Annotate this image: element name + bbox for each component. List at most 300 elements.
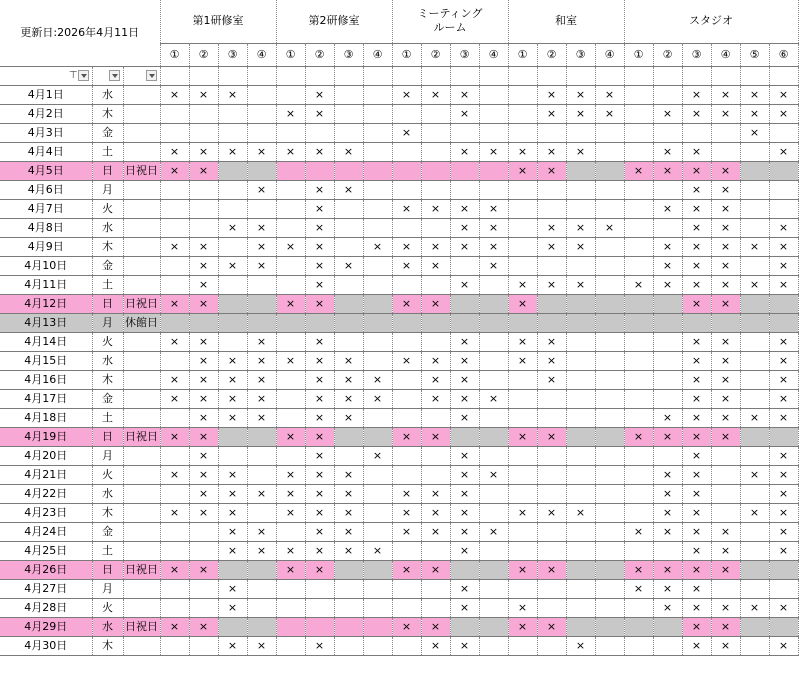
- weekday-cell[interactable]: 水: [92, 218, 123, 237]
- studio-slot-2-cell[interactable]: ×: [653, 408, 682, 427]
- room-2-slot-3-cell[interactable]: [334, 636, 363, 655]
- meeting-room-slot-4-cell[interactable]: ×: [479, 465, 508, 484]
- room-1-slot-3-cell[interactable]: ×: [218, 408, 247, 427]
- room-1-slot-3-cell[interactable]: ×: [218, 351, 247, 370]
- studio-slot-2-cell[interactable]: [653, 85, 682, 104]
- japanese-room-slot-4-cell[interactable]: ×: [595, 85, 624, 104]
- meeting-room-slot-2-cell[interactable]: [421, 408, 450, 427]
- room-2-slot-1-cell[interactable]: [276, 446, 305, 465]
- note-cell[interactable]: [123, 275, 160, 294]
- room-2-slot-4-cell[interactable]: [363, 579, 392, 598]
- room-1-slot-3-cell[interactable]: ×: [218, 541, 247, 560]
- room-2-slot-3-cell[interactable]: ×: [334, 351, 363, 370]
- meeting-room-slot-1-cell[interactable]: [392, 180, 421, 199]
- meeting-room-slot-3-cell[interactable]: ×: [450, 522, 479, 541]
- note-cell[interactable]: [123, 351, 160, 370]
- studio-slot-1-cell[interactable]: [624, 465, 653, 484]
- japanese-room-slot-3-cell[interactable]: [566, 427, 595, 446]
- room-2-slot-4-cell[interactable]: [363, 85, 392, 104]
- japanese-room-slot-1-cell[interactable]: [508, 579, 537, 598]
- japanese-room-slot-2-cell[interactable]: [537, 256, 566, 275]
- studio-slot-2-cell[interactable]: [653, 351, 682, 370]
- weekday-cell[interactable]: 月: [92, 446, 123, 465]
- studio-slot-4-cell[interactable]: ×: [711, 218, 740, 237]
- note-cell[interactable]: [123, 522, 160, 541]
- room-1-slot-2-cell[interactable]: ×: [189, 256, 218, 275]
- studio-slot-6-cell[interactable]: ×: [769, 332, 798, 351]
- studio-slot-3-cell[interactable]: ×: [682, 446, 711, 465]
- room-2-slot-3-cell[interactable]: ×: [334, 465, 363, 484]
- meeting-room-slot-2-cell[interactable]: [421, 541, 450, 560]
- japanese-room-slot-1-cell[interactable]: [508, 370, 537, 389]
- meeting-room-slot-2-cell[interactable]: ×: [421, 389, 450, 408]
- room-2-slot-4-cell[interactable]: ×: [363, 446, 392, 465]
- room-2-slot-1-cell[interactable]: [276, 256, 305, 275]
- japanese-room-slot-4-cell[interactable]: [595, 313, 624, 332]
- note-cell[interactable]: 休館日: [123, 313, 160, 332]
- note-cell[interactable]: [123, 465, 160, 484]
- weekday-cell[interactable]: 火: [92, 598, 123, 617]
- note-cell[interactable]: [123, 180, 160, 199]
- japanese-room-slot-4-cell[interactable]: [595, 503, 624, 522]
- room-2-slot-2-cell[interactable]: [305, 313, 334, 332]
- japanese-room-slot-1-cell[interactable]: ×: [508, 427, 537, 446]
- room-1-slot-1-cell[interactable]: [160, 313, 189, 332]
- meeting-room-slot-3-cell[interactable]: [450, 123, 479, 142]
- meeting-room-slot-2-cell[interactable]: ×: [421, 617, 450, 636]
- studio-slot-5-cell[interactable]: [740, 446, 769, 465]
- meeting-room-slot-1-cell[interactable]: [392, 218, 421, 237]
- japanese-room-slot-4-cell[interactable]: [595, 370, 624, 389]
- studio-slot-2-cell[interactable]: [653, 294, 682, 313]
- studio-slot-5-cell[interactable]: [740, 313, 769, 332]
- studio-slot-3-cell[interactable]: ×: [682, 636, 711, 655]
- room-1-slot-3-cell[interactable]: [218, 313, 247, 332]
- room-2-slot-4-cell[interactable]: [363, 199, 392, 218]
- studio-slot-5-cell[interactable]: [740, 522, 769, 541]
- room-1-slot-4-cell[interactable]: [247, 617, 276, 636]
- studio-slot-1-cell[interactable]: [624, 199, 653, 218]
- studio-slot-6-cell[interactable]: [769, 560, 798, 579]
- studio-slot-3-cell[interactable]: ×: [682, 142, 711, 161]
- room-1-slot-4-cell[interactable]: ×: [247, 237, 276, 256]
- japanese-room-slot-3-cell[interactable]: [566, 408, 595, 427]
- note-cell[interactable]: 日祝日: [123, 161, 160, 180]
- studio-slot-6-cell[interactable]: ×: [769, 598, 798, 617]
- japanese-room-slot-3-cell[interactable]: [566, 541, 595, 560]
- room-2-slot-4-cell[interactable]: [363, 104, 392, 123]
- room-1-slot-3-cell[interactable]: ×: [218, 598, 247, 617]
- studio-slot-4-cell[interactable]: ×: [711, 332, 740, 351]
- room-2-slot-4-cell[interactable]: [363, 522, 392, 541]
- weekday-cell[interactable]: 木: [92, 636, 123, 655]
- japanese-room-slot-1-cell[interactable]: ×: [508, 560, 537, 579]
- meeting-room-slot-2-cell[interactable]: ×: [421, 294, 450, 313]
- japanese-room-slot-2-cell[interactable]: [537, 465, 566, 484]
- date-cell[interactable]: 4月26日: [0, 560, 92, 579]
- room-1-slot-3-cell[interactable]: ×: [218, 256, 247, 275]
- room-2-slot-2-cell[interactable]: ×: [305, 560, 334, 579]
- studio-slot-1-cell[interactable]: ×: [624, 275, 653, 294]
- room-2-slot-2-cell[interactable]: ×: [305, 142, 334, 161]
- room-2-slot-2-cell[interactable]: [305, 123, 334, 142]
- room-2-slot-4-cell[interactable]: [363, 617, 392, 636]
- room-1-slot-2-cell[interactable]: [189, 313, 218, 332]
- meeting-room-slot-1-cell[interactable]: ×: [392, 85, 421, 104]
- japanese-room-slot-3-cell[interactable]: [566, 598, 595, 617]
- date-cell[interactable]: 4月11日: [0, 275, 92, 294]
- room-2-slot-4-cell[interactable]: [363, 161, 392, 180]
- room-2-slot-3-cell[interactable]: ×: [334, 522, 363, 541]
- weekday-cell[interactable]: 水: [92, 617, 123, 636]
- studio-slot-2-cell[interactable]: [653, 218, 682, 237]
- room-1-slot-3-cell[interactable]: ×: [218, 142, 247, 161]
- meeting-room-slot-3-cell[interactable]: ×: [450, 199, 479, 218]
- room-2-slot-1-cell[interactable]: ×: [276, 484, 305, 503]
- room-2-slot-1-cell[interactable]: ×: [276, 104, 305, 123]
- meeting-room-slot-1-cell[interactable]: ×: [392, 503, 421, 522]
- studio-slot-2-cell[interactable]: ×: [653, 579, 682, 598]
- studio-slot-5-cell[interactable]: [740, 351, 769, 370]
- studio-slot-2-cell[interactable]: ×: [653, 256, 682, 275]
- japanese-room-slot-1-cell[interactable]: ×: [508, 275, 537, 294]
- room-1-slot-4-cell[interactable]: ×: [247, 484, 276, 503]
- studio-slot-3-cell[interactable]: ×: [682, 465, 711, 484]
- room-2-slot-1-cell[interactable]: [276, 389, 305, 408]
- meeting-room-slot-2-cell[interactable]: [421, 161, 450, 180]
- room-2-slot-1-cell[interactable]: ×: [276, 560, 305, 579]
- room-2-slot-1-cell[interactable]: [276, 199, 305, 218]
- room-1-slot-1-cell[interactable]: [160, 541, 189, 560]
- meeting-room-slot-2-cell[interactable]: [421, 104, 450, 123]
- room-2-slot-2-cell[interactable]: ×: [305, 218, 334, 237]
- studio-slot-4-cell[interactable]: ×: [711, 199, 740, 218]
- studio-slot-3-cell[interactable]: ×: [682, 522, 711, 541]
- room-2-slot-2-cell[interactable]: ×: [305, 104, 334, 123]
- studio-slot-3-cell[interactable]: ×: [682, 560, 711, 579]
- room-2-slot-4-cell[interactable]: ×: [363, 541, 392, 560]
- studio-slot-5-cell[interactable]: [740, 636, 769, 655]
- room-1-slot-3-cell[interactable]: [218, 180, 247, 199]
- japanese-room-slot-4-cell[interactable]: [595, 427, 624, 446]
- japanese-room-slot-1-cell[interactable]: [508, 408, 537, 427]
- room-2-slot-3-cell[interactable]: [334, 275, 363, 294]
- room-2-slot-3-cell[interactable]: [334, 579, 363, 598]
- studio-slot-1-cell[interactable]: [624, 636, 653, 655]
- room-1-slot-2-cell[interactable]: ×: [189, 484, 218, 503]
- date-cell[interactable]: 4月2日: [0, 104, 92, 123]
- room-1-slot-1-cell[interactable]: [160, 446, 189, 465]
- weekday-cell[interactable]: 水: [92, 85, 123, 104]
- room-1-slot-4-cell[interactable]: [247, 560, 276, 579]
- room-1-slot-3-cell[interactable]: ×: [218, 389, 247, 408]
- studio-slot-1-cell[interactable]: [624, 541, 653, 560]
- studio-slot-1-cell[interactable]: [624, 484, 653, 503]
- meeting-room-slot-3-cell[interactable]: ×: [450, 598, 479, 617]
- studio-slot-4-cell[interactable]: ×: [711, 161, 740, 180]
- studio-slot-1-cell[interactable]: [624, 351, 653, 370]
- studio-slot-1-cell[interactable]: [624, 294, 653, 313]
- room-1-slot-4-cell[interactable]: [247, 161, 276, 180]
- room-2-slot-3-cell[interactable]: [334, 199, 363, 218]
- meeting-room-slot-2-cell[interactable]: ×: [421, 503, 450, 522]
- studio-slot-6-cell[interactable]: ×: [769, 522, 798, 541]
- studio-slot-3-cell[interactable]: ×: [682, 218, 711, 237]
- room-1-slot-4-cell[interactable]: [247, 199, 276, 218]
- room-1-slot-2-cell[interactable]: ×: [189, 408, 218, 427]
- room-1-slot-1-cell[interactable]: ×: [160, 161, 189, 180]
- japanese-room-slot-2-cell[interactable]: ×: [537, 351, 566, 370]
- room-2-slot-2-cell[interactable]: ×: [305, 256, 334, 275]
- meeting-room-slot-3-cell[interactable]: ×: [450, 85, 479, 104]
- room-1-slot-4-cell[interactable]: [247, 313, 276, 332]
- japanese-room-slot-4-cell[interactable]: [595, 579, 624, 598]
- studio-slot-3-cell[interactable]: ×: [682, 370, 711, 389]
- studio-slot-2-cell[interactable]: [653, 180, 682, 199]
- room-2-slot-3-cell[interactable]: ×: [334, 503, 363, 522]
- room-2-slot-1-cell[interactable]: [276, 408, 305, 427]
- studio-slot-5-cell[interactable]: [740, 389, 769, 408]
- studio-slot-2-cell[interactable]: [653, 389, 682, 408]
- japanese-room-slot-4-cell[interactable]: ×: [595, 218, 624, 237]
- room-1-slot-2-cell[interactable]: [189, 199, 218, 218]
- meeting-room-slot-2-cell[interactable]: [421, 275, 450, 294]
- meeting-room-slot-1-cell[interactable]: ×: [392, 617, 421, 636]
- studio-slot-5-cell[interactable]: ×: [740, 123, 769, 142]
- japanese-room-slot-3-cell[interactable]: ×: [566, 104, 595, 123]
- japanese-room-slot-3-cell[interactable]: ×: [566, 218, 595, 237]
- japanese-room-slot-4-cell[interactable]: [595, 142, 624, 161]
- meeting-room-slot-1-cell[interactable]: [392, 598, 421, 617]
- room-2-slot-2-cell[interactable]: [305, 598, 334, 617]
- room-2-slot-3-cell[interactable]: ×: [334, 256, 363, 275]
- japanese-room-slot-1-cell[interactable]: [508, 389, 537, 408]
- meeting-room-slot-4-cell[interactable]: ×: [479, 389, 508, 408]
- room-1-slot-1-cell[interactable]: ×: [160, 503, 189, 522]
- date-cell[interactable]: 4月4日: [0, 142, 92, 161]
- room-1-slot-4-cell[interactable]: ×: [247, 332, 276, 351]
- meeting-room-slot-1-cell[interactable]: ×: [392, 522, 421, 541]
- japanese-room-slot-2-cell[interactable]: [537, 180, 566, 199]
- meeting-room-slot-4-cell[interactable]: ×: [479, 142, 508, 161]
- meeting-room-slot-3-cell[interactable]: ×: [450, 465, 479, 484]
- note-cell[interactable]: [123, 199, 160, 218]
- japanese-room-slot-4-cell[interactable]: [595, 389, 624, 408]
- studio-slot-6-cell[interactable]: [769, 313, 798, 332]
- meeting-room-slot-3-cell[interactable]: [450, 180, 479, 199]
- japanese-room-slot-1-cell[interactable]: [508, 180, 537, 199]
- room-1-slot-3-cell[interactable]: ×: [218, 85, 247, 104]
- meeting-room-slot-3-cell[interactable]: ×: [450, 579, 479, 598]
- studio-slot-4-cell[interactable]: ×: [711, 522, 740, 541]
- studio-slot-5-cell[interactable]: ×: [740, 237, 769, 256]
- studio-slot-4-cell[interactable]: ×: [711, 427, 740, 446]
- japanese-room-slot-3-cell[interactable]: [566, 332, 595, 351]
- studio-slot-2-cell[interactable]: ×: [653, 427, 682, 446]
- japanese-room-slot-1-cell[interactable]: [508, 256, 537, 275]
- weekday-cell[interactable]: 月: [92, 579, 123, 598]
- meeting-room-slot-4-cell[interactable]: [479, 370, 508, 389]
- japanese-room-slot-4-cell[interactable]: [595, 123, 624, 142]
- date-cell[interactable]: 4月8日: [0, 218, 92, 237]
- meeting-room-slot-1-cell[interactable]: ×: [392, 256, 421, 275]
- room-1-slot-1-cell[interactable]: [160, 408, 189, 427]
- room-1-slot-1-cell[interactable]: [160, 598, 189, 617]
- meeting-room-slot-3-cell[interactable]: ×: [450, 503, 479, 522]
- japanese-room-slot-3-cell[interactable]: ×: [566, 85, 595, 104]
- studio-slot-1-cell[interactable]: [624, 313, 653, 332]
- meeting-room-slot-1-cell[interactable]: ×: [392, 560, 421, 579]
- studio-slot-4-cell[interactable]: [711, 123, 740, 142]
- room-1-slot-2-cell[interactable]: [189, 541, 218, 560]
- room-1-slot-2-cell[interactable]: ×: [189, 142, 218, 161]
- room-1-slot-1-cell[interactable]: [160, 636, 189, 655]
- studio-slot-6-cell[interactable]: ×: [769, 237, 798, 256]
- japanese-room-slot-4-cell[interactable]: [595, 636, 624, 655]
- room-1-slot-3-cell[interactable]: ×: [218, 579, 247, 598]
- room-1-slot-1-cell[interactable]: ×: [160, 142, 189, 161]
- studio-slot-3-cell[interactable]: [682, 123, 711, 142]
- studio-slot-5-cell[interactable]: [740, 541, 769, 560]
- room-2-slot-1-cell[interactable]: ×: [276, 465, 305, 484]
- studio-slot-5-cell[interactable]: ×: [740, 598, 769, 617]
- note-cell[interactable]: [123, 104, 160, 123]
- room-1-slot-2-cell[interactable]: ×: [189, 389, 218, 408]
- date-cell[interactable]: 4月27日: [0, 579, 92, 598]
- studio-slot-6-cell[interactable]: [769, 427, 798, 446]
- studio-slot-4-cell[interactable]: [711, 484, 740, 503]
- studio-slot-6-cell[interactable]: ×: [769, 351, 798, 370]
- meeting-room-slot-4-cell[interactable]: [479, 579, 508, 598]
- note-cell[interactable]: [123, 123, 160, 142]
- weekday-cell[interactable]: 日: [92, 294, 123, 313]
- japanese-room-slot-2-cell[interactable]: ×: [537, 275, 566, 294]
- meeting-room-slot-1-cell[interactable]: [392, 275, 421, 294]
- room-1-slot-4-cell[interactable]: [247, 446, 276, 465]
- japanese-room-slot-3-cell[interactable]: [566, 256, 595, 275]
- room-2-slot-1-cell[interactable]: [276, 598, 305, 617]
- studio-slot-6-cell[interactable]: ×: [769, 275, 798, 294]
- room-2-slot-3-cell[interactable]: [334, 617, 363, 636]
- room-1-slot-3-cell[interactable]: ×: [218, 522, 247, 541]
- studio-slot-3-cell[interactable]: ×: [682, 332, 711, 351]
- studio-slot-2-cell[interactable]: ×: [653, 142, 682, 161]
- room-1-slot-4-cell[interactable]: ×: [247, 636, 276, 655]
- studio-slot-4-cell[interactable]: ×: [711, 237, 740, 256]
- meeting-room-slot-2-cell[interactable]: [421, 142, 450, 161]
- date-cell[interactable]: 4月6日: [0, 180, 92, 199]
- room-1-slot-1-cell[interactable]: ×: [160, 370, 189, 389]
- meeting-room-slot-1-cell[interactable]: [392, 579, 421, 598]
- japanese-room-slot-1-cell[interactable]: ×: [508, 503, 537, 522]
- japanese-room-slot-2-cell[interactable]: ×: [537, 332, 566, 351]
- japanese-room-slot-2-cell[interactable]: ×: [537, 560, 566, 579]
- room-1-slot-2-cell[interactable]: [189, 598, 218, 617]
- meeting-room-slot-4-cell[interactable]: [479, 598, 508, 617]
- room-2-slot-1-cell[interactable]: ×: [276, 294, 305, 313]
- japanese-room-slot-2-cell[interactable]: ×: [537, 503, 566, 522]
- japanese-room-slot-4-cell[interactable]: [595, 408, 624, 427]
- japanese-room-slot-4-cell[interactable]: [595, 446, 624, 465]
- note-cell[interactable]: [123, 636, 160, 655]
- studio-slot-3-cell[interactable]: ×: [682, 427, 711, 446]
- japanese-room-slot-4-cell[interactable]: [595, 351, 624, 370]
- meeting-room-slot-3-cell[interactable]: [450, 256, 479, 275]
- date-cell[interactable]: 4月7日: [0, 199, 92, 218]
- date-cell[interactable]: 4月1日: [0, 85, 92, 104]
- japanese-room-slot-2-cell[interactable]: ×: [537, 142, 566, 161]
- room-1-slot-1-cell[interactable]: [160, 218, 189, 237]
- room-2-slot-4-cell[interactable]: ×: [363, 389, 392, 408]
- studio-slot-6-cell[interactable]: ×: [769, 370, 798, 389]
- studio-slot-5-cell[interactable]: [740, 332, 769, 351]
- note-cell[interactable]: [123, 237, 160, 256]
- meeting-room-slot-2-cell[interactable]: [421, 218, 450, 237]
- studio-slot-5-cell[interactable]: [740, 484, 769, 503]
- room-2-slot-4-cell[interactable]: [363, 123, 392, 142]
- japanese-room-slot-4-cell[interactable]: [595, 199, 624, 218]
- room-2-slot-3-cell[interactable]: ×: [334, 180, 363, 199]
- japanese-room-slot-1-cell[interactable]: [508, 123, 537, 142]
- studio-slot-5-cell[interactable]: [740, 256, 769, 275]
- meeting-room-slot-1-cell[interactable]: [392, 446, 421, 465]
- studio-slot-1-cell[interactable]: [624, 237, 653, 256]
- note-cell[interactable]: 日祝日: [123, 560, 160, 579]
- room-2-slot-2-cell[interactable]: ×: [305, 275, 334, 294]
- date-cell[interactable]: 4月21日: [0, 465, 92, 484]
- meeting-room-slot-1-cell[interactable]: [392, 142, 421, 161]
- japanese-room-slot-4-cell[interactable]: [595, 465, 624, 484]
- room-2-slot-2-cell[interactable]: ×: [305, 446, 334, 465]
- meeting-room-slot-4-cell[interactable]: [479, 275, 508, 294]
- weekday-cell[interactable]: 木: [92, 104, 123, 123]
- room-1-slot-4-cell[interactable]: [247, 503, 276, 522]
- japanese-room-slot-1-cell[interactable]: ×: [508, 351, 537, 370]
- weekday-cell[interactable]: 日: [92, 161, 123, 180]
- date-filter-dropdown-button[interactable]: [78, 70, 89, 81]
- room-2-slot-4-cell[interactable]: [363, 218, 392, 237]
- studio-slot-1-cell[interactable]: ×: [624, 522, 653, 541]
- room-1-slot-4-cell[interactable]: [247, 427, 276, 446]
- studio-slot-6-cell[interactable]: ×: [769, 218, 798, 237]
- studio-slot-4-cell[interactable]: [711, 142, 740, 161]
- studio-slot-4-cell[interactable]: ×: [711, 351, 740, 370]
- date-cell[interactable]: 4月30日: [0, 636, 92, 655]
- japanese-room-slot-4-cell[interactable]: [595, 522, 624, 541]
- studio-slot-3-cell[interactable]: ×: [682, 294, 711, 313]
- meeting-room-slot-2-cell[interactable]: ×: [421, 256, 450, 275]
- room-2-slot-4-cell[interactable]: ×: [363, 370, 392, 389]
- note-cell[interactable]: 日祝日: [123, 294, 160, 313]
- studio-slot-2-cell[interactable]: ×: [653, 503, 682, 522]
- studio-slot-3-cell[interactable]: ×: [682, 256, 711, 275]
- room-2-slot-4-cell[interactable]: [363, 275, 392, 294]
- meeting-room-slot-4-cell[interactable]: [479, 123, 508, 142]
- studio-slot-5-cell[interactable]: [740, 218, 769, 237]
- room-2-slot-3-cell[interactable]: ×: [334, 408, 363, 427]
- japanese-room-slot-3-cell[interactable]: [566, 370, 595, 389]
- weekday-cell[interactable]: 土: [92, 541, 123, 560]
- studio-slot-5-cell[interactable]: ×: [740, 408, 769, 427]
- room-1-slot-4-cell[interactable]: [247, 465, 276, 484]
- meeting-room-slot-1-cell[interactable]: ×: [392, 484, 421, 503]
- studio-slot-1-cell[interactable]: ×: [624, 560, 653, 579]
- room-2-slot-4-cell[interactable]: [363, 256, 392, 275]
- meeting-room-slot-2-cell[interactable]: [421, 123, 450, 142]
- studio-slot-6-cell[interactable]: [769, 123, 798, 142]
- note-cell[interactable]: [123, 256, 160, 275]
- studio-slot-1-cell[interactable]: ×: [624, 161, 653, 180]
